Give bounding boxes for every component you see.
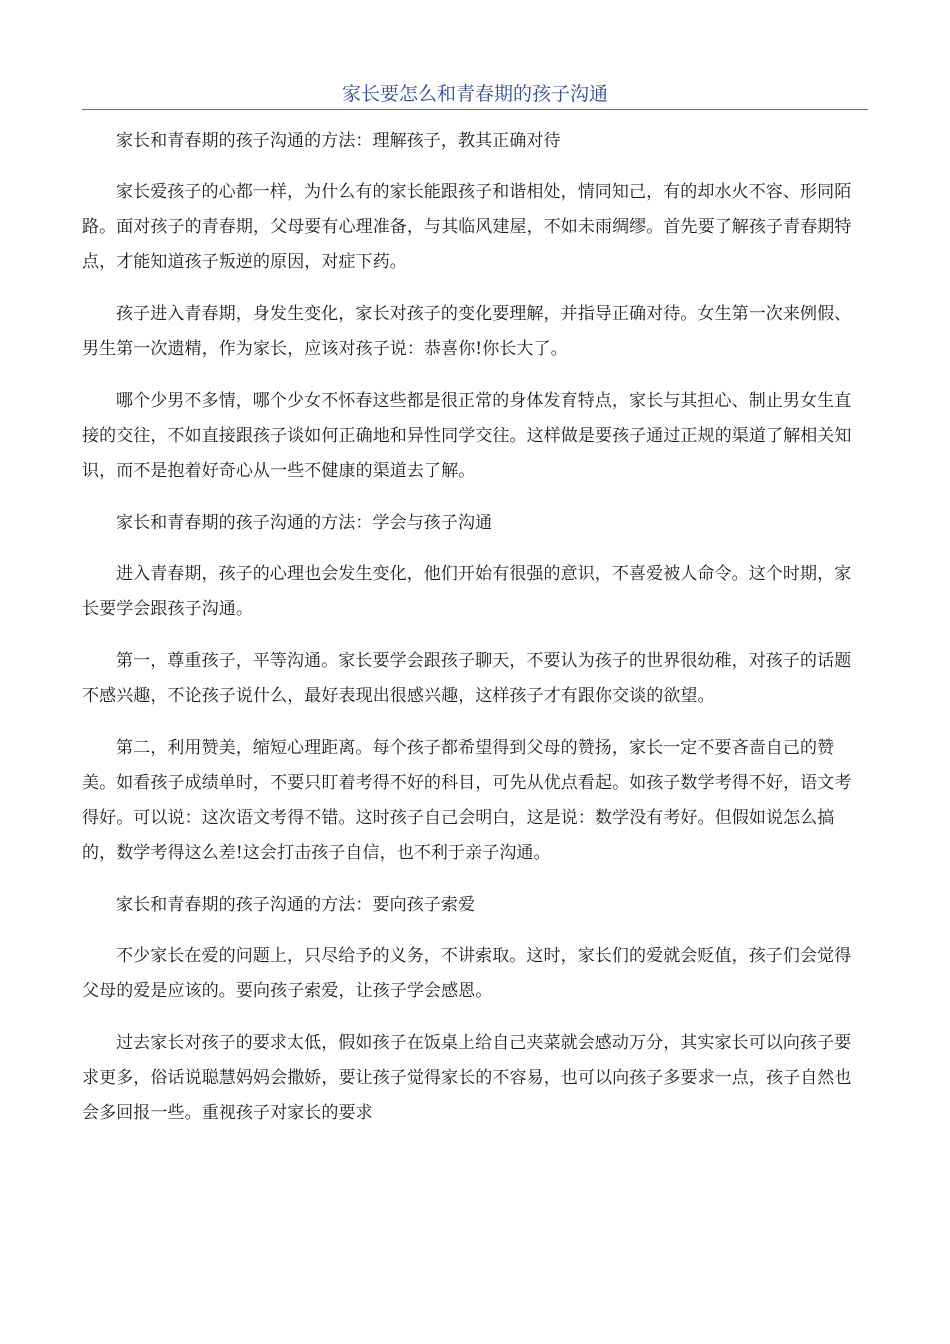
paragraph: 第二，利用赞美，缩短心理距离。每个孩子都希望得到父母的赞扬，家长一定不要吝啬自己的赞美。如看孩子成绩单时，不要只盯着考得不好的科目，可先从优点看起。如孩子数学考得不好，语文考得好。可以说：这次语文考得不错。这时孩子自己会明白，这是说：数学没有考好。但假如说怎么搞的，数学考得这么差!这会打击孩子自信，也不利于亲子沟通。 <box>82 738 852 863</box>
document-body <box>82 124 858 1148</box>
document-title: 家长要怎么和青春期的孩子沟通 <box>341 83 608 105</box>
paragraph: 不少家长在爱的问题上，只尽给予的义务，不讲索取。这时，家长们的爱就会贬值，孩子们会觉得父母的爱是应该的。要向孩子索爱，让孩子学会感恩。 <box>82 946 852 1001</box>
section-heading-understand: 家长和青春期的孩子沟通的方法：理解孩子，教其正确对待 <box>116 131 561 151</box>
section-heading-ask-love: 家长和青春期的孩子沟通的方法：要向孩子索爱 <box>116 895 476 915</box>
paragraph: 过去家长对孩子的要求太低，假如孩子在饭桌上给自己夹菜就会感动万分，其实家长可以向孩子要求更多，俗话说聪慧妈妈会撒娇，要让孩子觉得家长的不容易，也可以向孩子多要求一点，孩子自然也会多回报一些。重视孩子对家长的要求 <box>82 1033 852 1123</box>
section-heading-communicate: 家长和青春期的孩子沟通的方法：学会与孩子沟通 <box>116 513 493 533</box>
paragraph: 孩子进入青春期，身发生变化，家长对孩子的变化要理解，并指导正确对待。女生第一次来例假、男生第一次遗精，作为家长，应该对孩子说：恭喜你!你长大了。 <box>82 304 852 359</box>
paragraph: 家长爱孩子的心都一样，为什么有的家长能跟孩子和谐相处，情同知己，有的却水火不容、形同陌路。面对孩子的青春期，父母要有心理准备，与其临风建屋，不如未雨绸缪。首先要了解孩子青春期特点，才能知道孩子叛逆的原因，对症下药。 <box>82 182 852 272</box>
paragraph: 哪个少男不多情，哪个少女不怀春这些都是很正常的身体发育特点，家长与其担心、制止男女生直接的交往，不如直接跟孩子谈如何正确地和异性同学交往。这样做是要孩子通过正规的渠道了解相关知识，而不是抱着好奇心从一些不健康的渠道去了解。 <box>82 391 852 481</box>
paragraph: 进入青春期，孩子的心理也会发生变化，他们开始有很强的意识，不喜爱被人命令。这个时期，家长要学会跟孩子沟通。 <box>82 564 852 619</box>
title-underline <box>82 109 868 110</box>
paragraph: 第一，尊重孩子，平等沟通。家长要学会跟孩子聊天，不要认为孩子的世界很幼稚，对孩子的话题不感兴趣，不论孩子说什么，最好表现出很感兴趣，这样孩子才有跟你交谈的欲望。 <box>82 651 852 706</box>
